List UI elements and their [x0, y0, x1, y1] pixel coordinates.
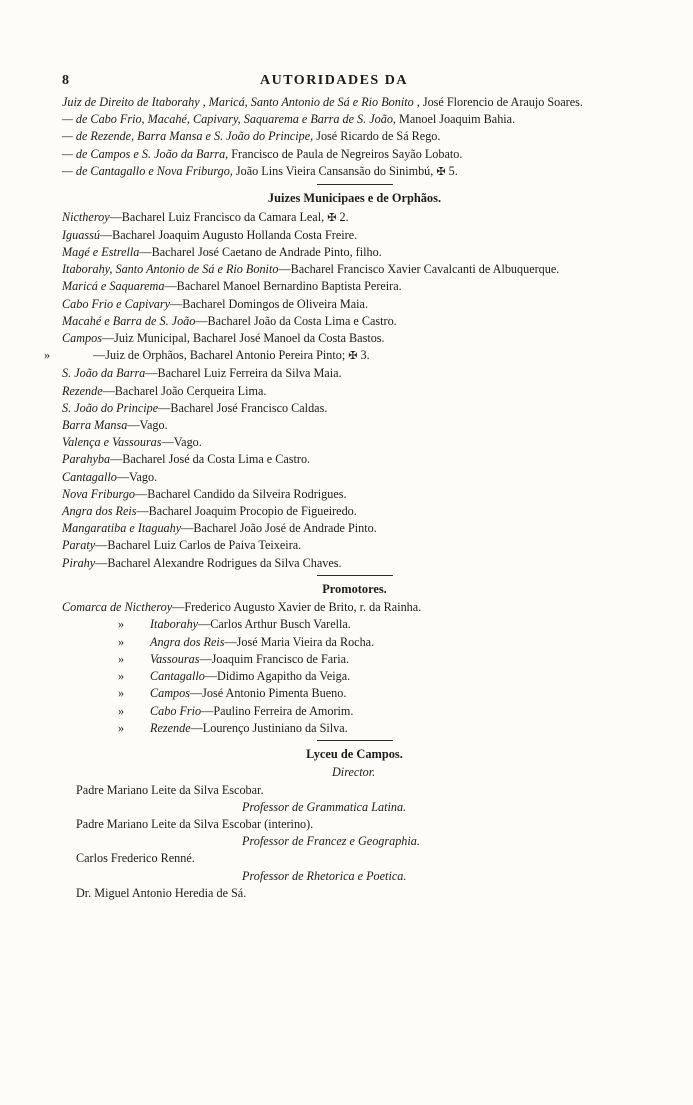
- municipal-entry: Nova Friburgo—Bacharel Candido da Silveira Rodrigues.: [62, 486, 347, 501]
- section-divider: [317, 184, 393, 185]
- judge-entry: — de Cantagallo e Nova Friburgo, João Lins Vieira Cansansão do Sinimbú, ✠ 5.: [62, 163, 458, 178]
- section-title-lyceu: Lyceu de Campos.: [306, 747, 403, 762]
- judge-entry: — de Campos e S. João da Barra, Francisco de Paula de Negreiros Sayão Lobato.: [62, 146, 463, 161]
- lyceu-name: Carlos Frederico Renné.: [76, 851, 195, 866]
- municipal-entry: Maricá e Saquarema—Bacharel Manoel Bernardino Baptista Pereira.: [62, 279, 402, 294]
- judge-entry: — de Cabo Frio, Macahé, Capivary, Saquarema e Barra de S. João, Manoel Joaquim Bahia.: [62, 112, 516, 127]
- municipal-entry: Paraty—Bacharel Luiz Carlos de Paiva Teixeira.: [62, 538, 302, 553]
- municipal-entry: Nictheroy—Bacharel Luiz Francisco da Camara Leal, ✠ 2.: [62, 209, 349, 224]
- lyceu-list: [62, 764, 647, 902]
- municipal-entry: S. João do Principe—Bacharel José Francisco Caldas.: [62, 400, 328, 415]
- municipal-entry: Itaborahy, Santo Antonio de Sá e Rio Bonito—Bacharel Francisco Xavier Cavalcanti de Albuquerque.: [62, 262, 560, 277]
- municipal-entry: Parahyba—Bacharel José da Costa Lima e Castro.: [62, 452, 311, 467]
- municipal-list: [44, 209, 647, 572]
- municipal-entry: Mangaratiba e Itaguahy—Bacharel João José de Andrade Pinto.: [62, 521, 377, 536]
- lyceu-name: Dr. Miguel Antonio Heredia de Sá.: [76, 885, 247, 900]
- promotor-entry: Comarca de Nictheroy—Frederico Augusto Xavier de Brito, r. da Rainha.: [62, 600, 422, 615]
- order-cross-icon: ✠: [436, 165, 446, 178]
- municipal-entry: Rezende—Bacharel João Cerqueira Lima.: [62, 383, 267, 398]
- promotor-entry: » Campos—José Antonio Pimenta Bueno.: [117, 686, 347, 701]
- page-header: [62, 72, 647, 92]
- promotor-entry: » Cabo Frio—Paulino Ferreira de Amorim.: [117, 703, 354, 718]
- municipal-entry: Campos—Juiz Municipal, Bacharel José Manoel da Costa Bastos.: [62, 330, 385, 345]
- municipal-entry: Cantagallo—Vago.: [62, 469, 158, 484]
- municipal-entry: Macahé e Barra de S. João—Bacharel João da Costa Lima e Castro.: [62, 313, 397, 328]
- order-cross-icon: ✠: [327, 211, 337, 224]
- page-number: 8: [62, 73, 69, 88]
- section-divider: [317, 740, 393, 741]
- lyceu-role: Director.: [332, 765, 376, 780]
- order-cross-icon: ✠: [348, 350, 358, 363]
- section-title-municipal: Juizes Municipaes e de Orphãos.: [267, 191, 442, 206]
- municipal-entry: Barra Mansa—Vago.: [62, 417, 168, 432]
- lyceu-name: Padre Mariano Leite da Silva Escobar.: [76, 782, 264, 797]
- municipal-entry: Iguassú—Bacharel Joaquim Augusto Hollanda Costa Freire.: [62, 227, 358, 242]
- municipal-entry: Angra dos Reis—Bacharel Joaquim Procopio de Figueiredo.: [62, 503, 357, 518]
- municipal-entry: Magé e Estrella—Bacharel José Caetano de Andrade Pinto, filho.: [62, 244, 382, 259]
- municipal-entry: » —Juiz de Orphãos, Bacharel Antonio Pereira Pinto; ✠ 3.: [44, 348, 370, 363]
- running-title: AUTORIDADES DA: [260, 73, 408, 88]
- municipal-entry: Valença e Vassouras—Vago.: [62, 435, 202, 450]
- promotor-entry: » Vassouras—Joaquim Francisco de Faria.: [117, 651, 350, 666]
- municipal-entry: S. João da Barra—Bacharel Luiz Ferreira da Silva Maia.: [62, 366, 342, 381]
- judge-entry: Juiz de Direito de Itaborahy , Maricá, Santo Antonio de Sá e Rio Bonito , José Florencio de Araujo Soares.: [62, 95, 583, 109]
- promotor-entry: » Itaborahy—Carlos Arthur Busch Varella.: [117, 617, 351, 632]
- municipal-entry: Pirahy—Bacharel Alexandre Rodrigues da Silva Chaves.: [62, 555, 342, 570]
- section-divider: [317, 575, 393, 576]
- section-title-promotores: Promotores.: [322, 582, 387, 597]
- lyceu-name: Padre Mariano Leite da Silva Escobar (interino).: [76, 817, 314, 832]
- promotores-list: [62, 599, 647, 737]
- promotor-entry: » Angra dos Reis—José Maria Vieira da Rocha.: [117, 634, 375, 649]
- judges-list: [62, 94, 647, 181]
- municipal-entry: Cabo Frio e Capivary—Bacharel Domingos de Oliveira Maia.: [62, 296, 368, 311]
- promotor-entry: » Rezende—Lourenço Justiniano da Silva.: [117, 720, 348, 735]
- promotor-entry: » Cantagallo—Didimo Agapitho da Veiga.: [117, 669, 351, 684]
- lyceu-role: Professor de Grammatica Latina.: [242, 799, 407, 814]
- lyceu-role: Professor de Francez e Geographia.: [242, 834, 420, 849]
- lyceu-role: Professor de Rhetorica e Poetica.: [242, 868, 407, 883]
- judge-entry: — de Rezende, Barra Mansa e S. João do Principe, José Ricardo de Sá Rego.: [62, 129, 441, 144]
